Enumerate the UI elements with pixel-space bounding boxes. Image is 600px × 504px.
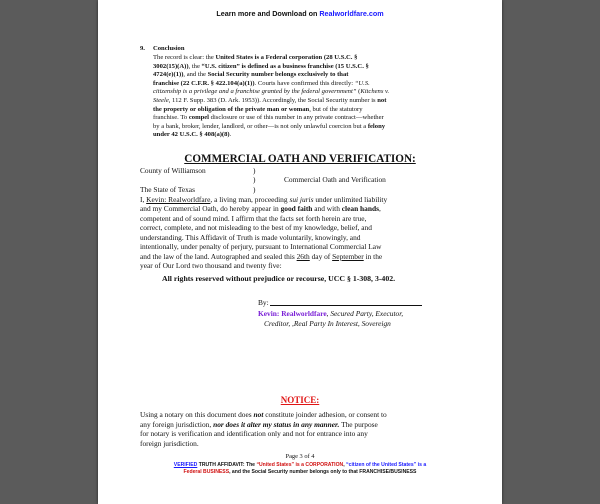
oath-line: year of Our Lord two thousand and twenty five: <box>140 261 282 270</box>
conclusion-line: by a bank, broker, lender, landlord, or other—is not only unlawful coercion but a felony <box>153 122 386 130</box>
document-page <box>98 0 502 504</box>
notice-line: foreign jurisdiction. <box>140 438 199 448</box>
county-label: County of Williamson <box>140 166 206 175</box>
signer-role-1: , Secured Party, Executor, <box>326 309 404 318</box>
signature-block-line1 <box>258 309 403 319</box>
conclusion-line: 4724(e)(1)), and the Social Security number belongs exclusively to that <box>153 71 349 79</box>
paren-2: ) <box>253 175 256 184</box>
oath-line: and the law of the land. Autographed and sealed this 26th day of September in the <box>140 251 383 261</box>
conclusion-line: Steele, 112 F. Supp. 383 (D. Ark. 1953)). Accordingly, the Social Security number is not <box>153 96 387 104</box>
notice-body <box>140 410 470 448</box>
signer-role-2: Creditor, ,Real Party In Interest, Sovereign <box>264 319 391 328</box>
footer-line-2: Federal BUSINESS, and the Social Security number belongs only to that FRANCHISE/BUSINESS <box>183 469 417 475</box>
notice-line: for notary is verification and identification only and not for entrance into any <box>140 429 368 438</box>
oath-line: I, Kevin: Realworldfare, a living man, proceeding sui juris under unlimited liability <box>140 194 388 204</box>
by-label: By: <box>258 298 269 307</box>
caption-label: Commercial Oath and Verification <box>284 175 386 184</box>
page-number: Page 3 of 4 <box>285 453 315 460</box>
conclusion-line: franchise. To compel disclosure or use of this number in any private contract—whether <box>153 114 384 122</box>
conclusion-line: 3002(15)(A)), the “U.S. citizen” is defined as a business franchise (15 U.S.C. § <box>153 62 369 70</box>
paren-3: ) <box>253 185 256 194</box>
header-prefix: Learn more and Download on <box>216 9 320 18</box>
oath-line: correct, complete, and not misleading to the best of my knowledge, belief, and <box>140 223 372 232</box>
oath-line: competent and of sound mind. I affirm that the facts set forth herein are true, <box>140 213 367 223</box>
oath-line: understanding. This Affidavit of Truth is made voluntarily, knowingly, and <box>140 232 361 242</box>
signer-name: Kevin: Realworldfare <box>258 309 327 318</box>
oath-line: intentionally, under penalty of perjury, pursuant to International Commercial Law <box>140 242 382 251</box>
conclusion-body <box>153 54 483 140</box>
conclusion-line: under 42 U.S.C. § 408(a)(8). <box>153 131 232 139</box>
conclusion-heading: Conclusion <box>153 45 185 52</box>
oath-line: and my Commercial Oath, do hereby appear in good faith and with clean hands, <box>140 204 381 213</box>
conclusion-line: The record is clear: the United States is a Federal corporation (28 U.S.C. § <box>153 54 358 61</box>
conclusion-line: the property or obligation of the private man or woman, but of the statutory <box>153 105 363 113</box>
oath-paragraph <box>140 195 470 271</box>
footer-line-1: VERIFIED TRUTH AFFIDAVIT: The “United States” is a CORPORATION, “citizen of the United States” is a <box>173 462 427 468</box>
notice-line: Using a notary on this document does not constitute joinder adhesion, or consent to <box>140 410 387 419</box>
notice-line: any foreign jurisdiction, nor does it alter my status in any manner. The purpose <box>140 419 378 429</box>
reserved-rights: All rights reserved without prejudice or recourse, UCC § 1-308, 3-402. <box>162 274 396 283</box>
conclusion-line: franchise (22 C.F.R. § 422.104(a)(1)). Courts have confirmed this directly: “U.S. <box>153 79 370 87</box>
page-header <box>98 9 502 18</box>
footer-verified: VERIFIED <box>173 462 198 468</box>
paren-1: ) <box>253 166 256 175</box>
signature-line <box>270 305 422 306</box>
oath-title: COMMERCIAL OATH AND VERIFICATION: <box>184 153 416 165</box>
notice-title: NOTICE: <box>280 395 320 405</box>
header-site-link[interactable]: Realworldfare.com <box>319 9 384 18</box>
conclusion-number: 9. <box>140 45 145 52</box>
conclusion-line: citizenship is a privilege and a franchise granted by the federal government” (Kitchens v. <box>153 88 390 96</box>
state-label: The State of Texas <box>140 185 195 194</box>
